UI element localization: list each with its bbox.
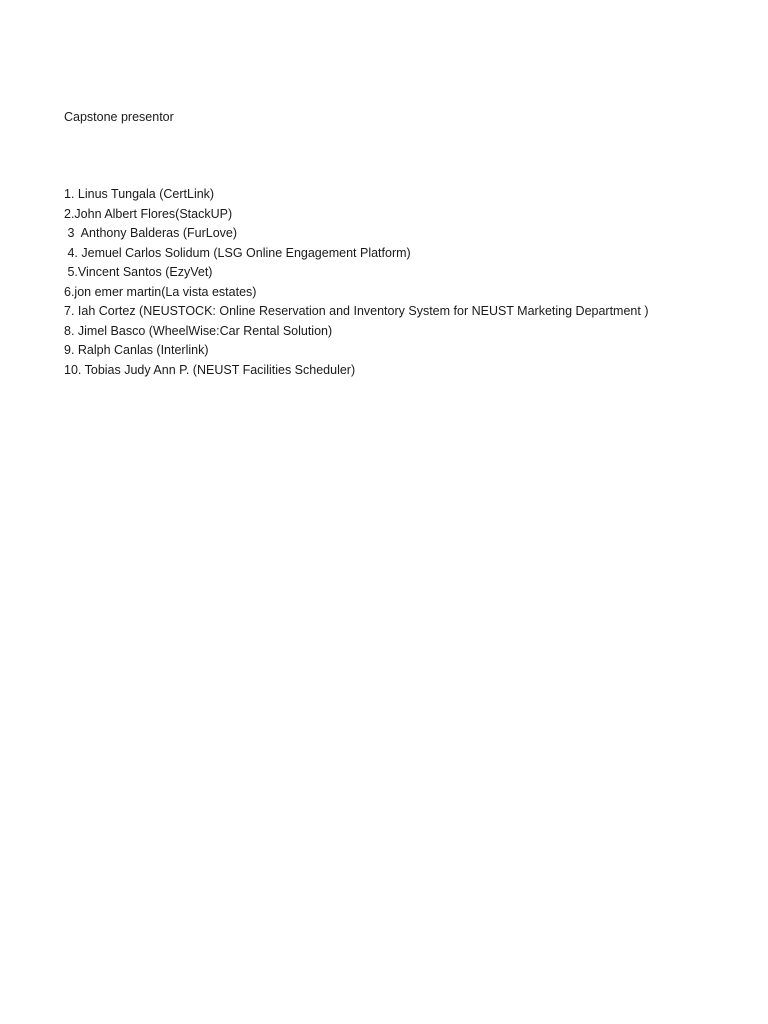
document-title: Capstone presentor	[64, 110, 174, 124]
list-item: 4. Jemuel Carlos Solidum (LSG Online Engagement Platform)	[64, 245, 411, 260]
list-item: 5.Vincent Santos (EzyVet)	[64, 265, 213, 279]
list-item: 3 Anthony Balderas (FurLove)	[64, 226, 238, 240]
list-item: 8. Jimel Basco (WheelWise:Car Rental Solution)	[64, 323, 333, 338]
list-item: 1. Linus Tungala (CertLink)	[64, 187, 215, 201]
list-item: 2.John Albert Flores(StackUP)	[64, 206, 233, 221]
list-item: 7. Iah Cortez (NEUSTOCK: Online Reservation and Inventory System for NEUST Marketing Department )	[64, 304, 649, 318]
list-item: 10. Tobias Judy Ann P. (NEUST Facilities Scheduler)	[64, 362, 356, 377]
presenter-list	[64, 185, 754, 380]
list-item: 6.jon emer martin(La vista estates)	[64, 284, 257, 299]
list-item: 9. Ralph Canlas (Interlink)	[64, 343, 209, 357]
